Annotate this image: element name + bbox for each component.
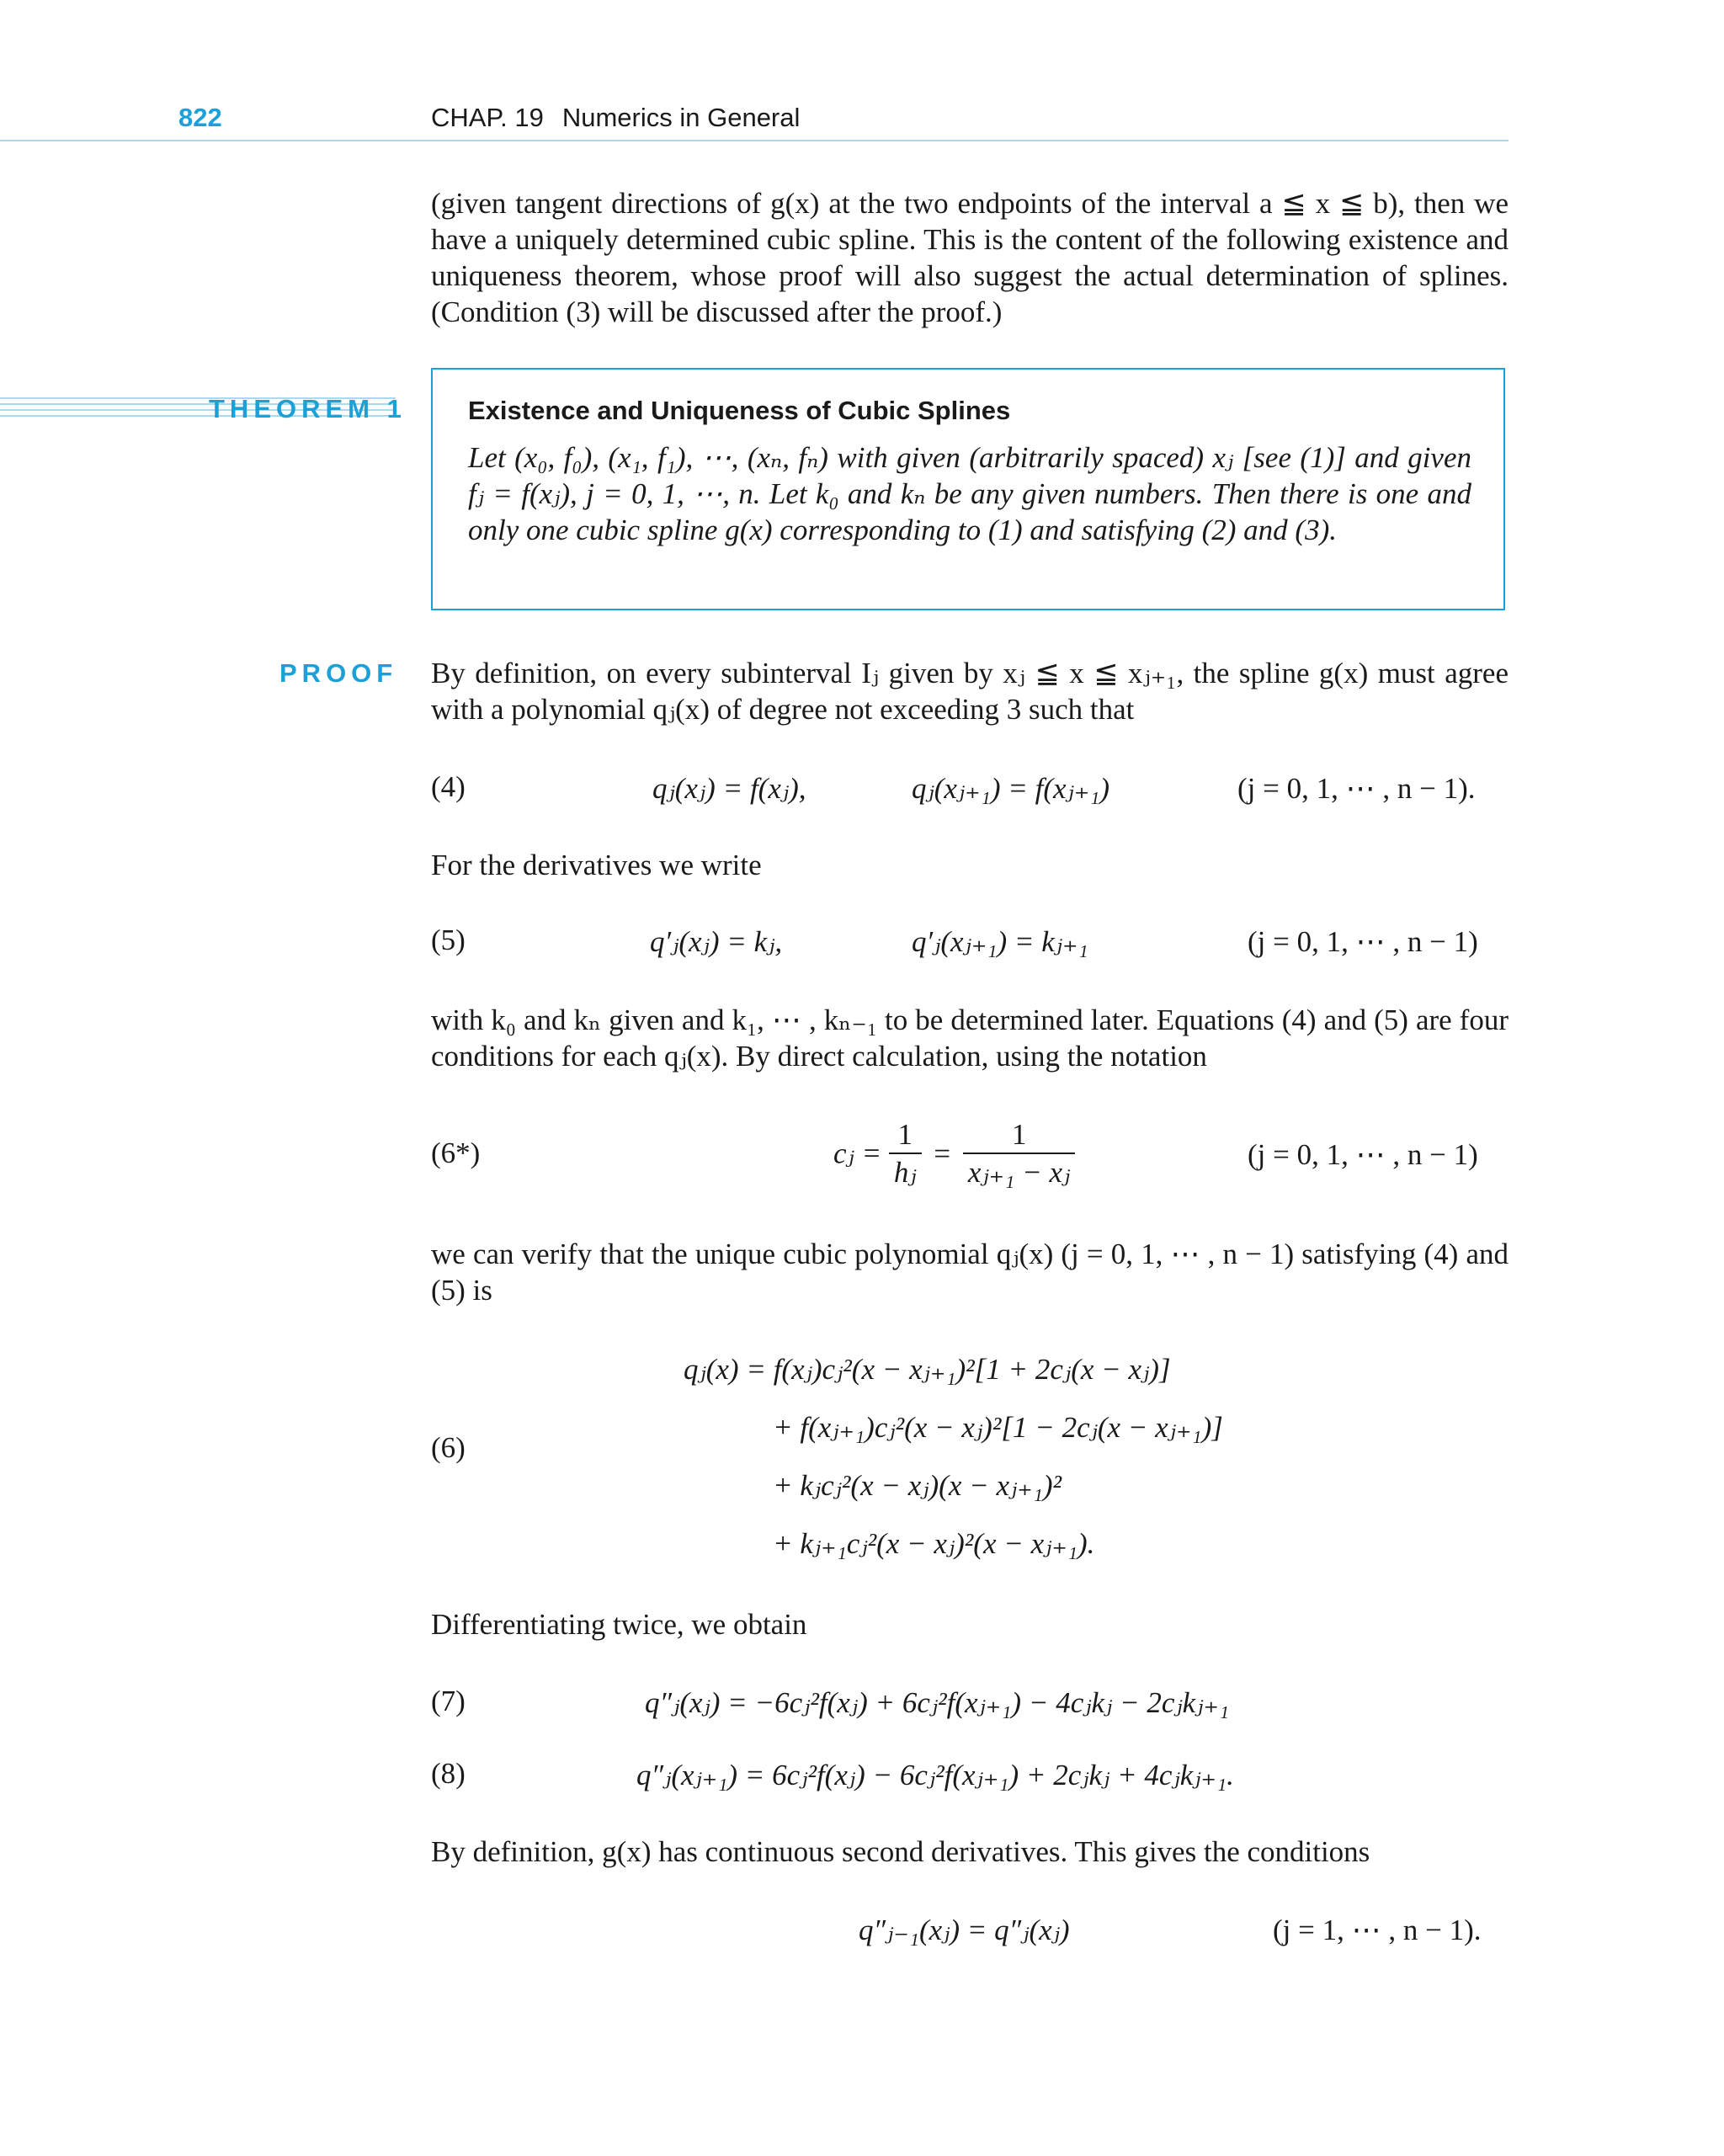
proof-label: PROOF [279, 658, 398, 688]
proof-paragraph-6: By definition, g(x) has continuous second derivatives. This gives the conditions [431, 1835, 1370, 1868]
equation-5-right: q′ⱼ(xⱼ₊₁) = kⱼ₊₁ [912, 925, 1088, 958]
equation-4-range: (j = 0, 1, ⋯ , n − 1). [1237, 772, 1476, 805]
equation-number-6: (6) [431, 1431, 466, 1464]
equation-6-line-2: + f(xⱼ₊₁)cⱼ²(x − xⱼ)²[1 − 2cⱼ(x − xⱼ₊₁)] [773, 1411, 1223, 1444]
c-j-lhs: cⱼ = [833, 1137, 882, 1170]
intro-paragraph: (given tangent directions of g(x) at the two endpoints of the interval a ≦ x ≦ b), then we have a uniquely determined cubic spline. This is the content of the following existence and uniqueness theorem, whose proof will also suggest the actual determination of splines. (Condition (3) will be discussed after the proof.) [431, 187, 1508, 328]
proof-paragraph-5: Differentiating twice, we obtain [431, 1608, 807, 1641]
equation-4-left: qⱼ(xⱼ) = f(xⱼ), [652, 772, 806, 805]
theorem-label: THEOREM 1 [209, 394, 407, 423]
theorem-title: Existence and Uniqueness of Cubic Splines [468, 396, 1011, 425]
equation-6-star [833, 1116, 1075, 1190]
equation-6-star-range: (j = 0, 1, ⋯ , n − 1) [1248, 1138, 1478, 1171]
equation-4-right: qⱼ(xⱼ₊₁) = f(xⱼ₊₁) [912, 772, 1110, 805]
equation-continuity-range: (j = 1, ⋯ , n − 1). [1273, 1914, 1482, 1946]
proof-paragraph-3: with k₀ and kₙ given and k₁, ⋯ , kₙ₋₁ to be determined later. Equations (4) and (5) are four conditions for each qⱼ(x). By direct calculation, using the notation [431, 1003, 1508, 1073]
equation-8: q″ⱼ(xⱼ₊₁) = 6cⱼ²f(xⱼ) − 6cⱼ²f(xⱼ₊₁) + 2cⱼkⱼ + 4cⱼkⱼ₊₁. [636, 1759, 1234, 1791]
fraction-1-numerator: 1 [897, 1118, 913, 1151]
equation-number-7: (7) [431, 1685, 466, 1717]
equation-6-line-4: + kⱼ₊₁cⱼ²(x − xⱼ)²(x − xⱼ₊₁). [773, 1527, 1095, 1560]
fraction-1-denominator: hⱼ [889, 1153, 922, 1190]
theorem-statement: Let (x₀, f₀), (x₁, f₁), ⋯, (xₙ, fₙ) with given (arbitrarily spaced) xⱼ [see (1)] and given fⱼ = f(xⱼ), j = 0, 1, ⋯, n. Let k₀ and kₙ be any given numbers. Then there is one and only one cubic spline g(x) corresponding to (1) and satisfying (2) and (3). [468, 441, 1471, 546]
fraction-1-over-h [889, 1116, 922, 1190]
header-rule [0, 140, 1508, 141]
chapter-label: CHAP. 19 [431, 103, 544, 132]
chapter-title: Numerics in General [561, 103, 801, 132]
equation-continuity: q″ⱼ₋₁(xⱼ) = q″ⱼ(xⱼ) [859, 1914, 1070, 1946]
equation-number-6-star: (6*) [431, 1137, 481, 1169]
equation-number-8: (8) [431, 1757, 466, 1790]
equation-5-left: q′ⱼ(xⱼ) = kⱼ, [650, 925, 783, 958]
equation-6-line-3: + kⱼcⱼ²(x − xⱼ)(x − xⱼ₊₁)² [773, 1469, 1062, 1502]
equation-number-5: (5) [431, 924, 466, 956]
equation-7: q″ⱼ(xⱼ) = −6cⱼ²f(xⱼ) + 6cⱼ²f(xⱼ₊₁) − 4cⱼkⱼ − 2cⱼkⱼ₊₁ [645, 1686, 1230, 1719]
running-header [431, 103, 800, 133]
fraction-2-denominator: xⱼ₊₁ − xⱼ [963, 1153, 1075, 1190]
fraction-2-numerator: 1 [1011, 1118, 1027, 1151]
equals-sign: = [934, 1137, 951, 1170]
proof-paragraph-1: By definition, on every subinterval Iⱼ given by xⱼ ≦ x ≦ xⱼ₊₁, the spline g(x) must agree with a polynomial qⱼ(x) of degree not exceeding 3 such that [431, 657, 1508, 726]
equation-6-line-1: qⱼ(x) = f(xⱼ)cⱼ²(x − xⱼ₊₁)²[1 + 2cⱼ(x − xⱼ)] [684, 1353, 1171, 1386]
equation-number-4: (4) [431, 770, 466, 803]
page-number: 822 [178, 103, 222, 132]
fraction-1-over-difference [963, 1116, 1075, 1190]
proof-paragraph-4: we can verify that the unique cubic polynomial qⱼ(x) (j = 0, 1, ⋯ , n − 1) satisfying (4) and (5) is [431, 1238, 1508, 1307]
proof-paragraph-2: For the derivatives we write [431, 849, 762, 881]
equation-5-range: (j = 0, 1, ⋯ , n − 1) [1248, 925, 1478, 958]
